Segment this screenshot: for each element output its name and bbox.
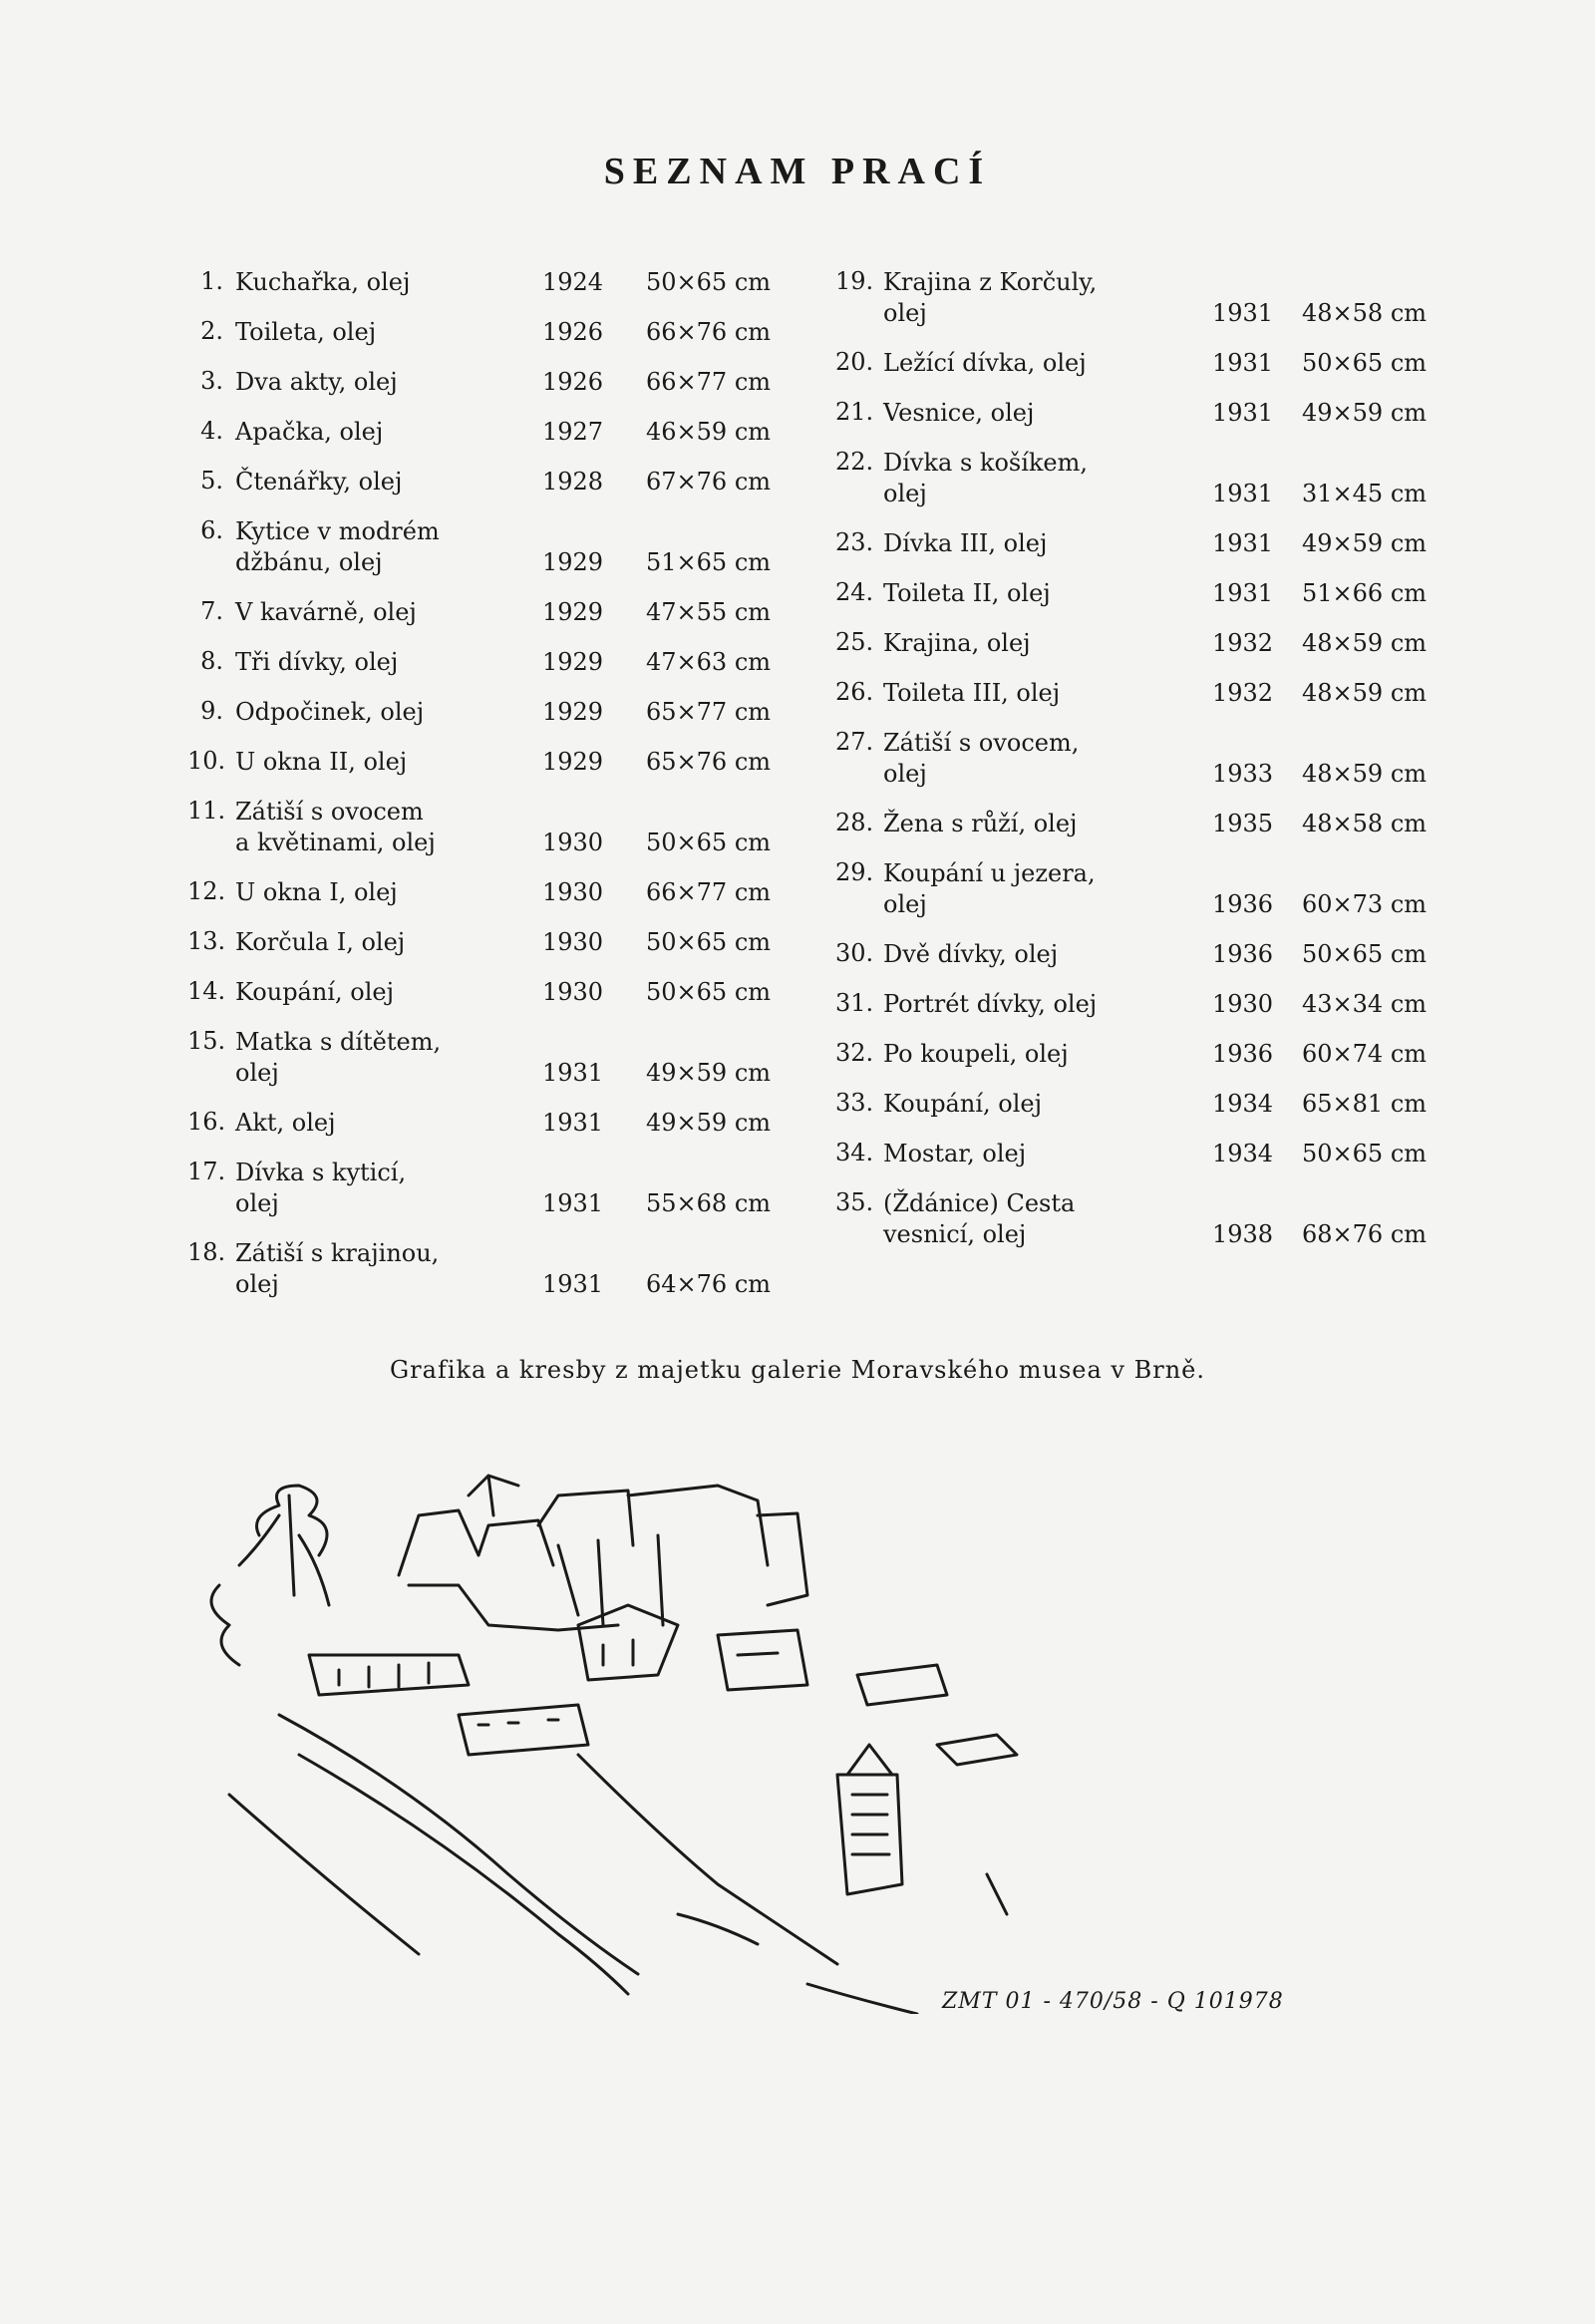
work-title: olej: [883, 890, 927, 918]
work-title: Toileta II, olej: [883, 579, 1051, 607]
work-title: Dvě dívky, olej: [883, 940, 1059, 968]
work-title: džbánu, olej: [235, 548, 383, 576]
work-title: U okna I, olej: [235, 878, 398, 906]
work-dimensions: 48×58 cm: [1302, 299, 1428, 327]
work-number: 10.: [187, 747, 226, 775]
work-year: 1929: [542, 598, 604, 626]
work-number: 4.: [200, 417, 223, 445]
work-title: Po koupeli, olej: [883, 1040, 1069, 1068]
work-title: Odpočinek, olej: [235, 698, 425, 726]
work-dimensions: 55×68 cm: [646, 1189, 772, 1217]
work-number: 11.: [187, 797, 226, 825]
work-dimensions: 51×65 cm: [646, 548, 772, 576]
work-year: 1934: [1212, 1090, 1274, 1118]
work-dimensions: 31×45 cm: [1302, 480, 1428, 507]
work-entry: [187, 317, 772, 348]
work-number: 27.: [835, 728, 874, 756]
work-entry: [835, 1039, 1428, 1070]
work-number: 6.: [200, 516, 223, 544]
work-year: 1932: [1212, 679, 1274, 707]
work-number: 7.: [200, 597, 223, 625]
work-title: Kytice v modrém: [235, 517, 440, 545]
work-number: 35.: [835, 1188, 874, 1216]
work-year: 1931: [542, 1059, 604, 1087]
work-number: 16.: [187, 1108, 226, 1136]
work-title: Dívka s kyticí,: [235, 1159, 407, 1186]
work-dimensions: 66×76 cm: [646, 318, 772, 346]
work-year: 1930: [542, 978, 604, 1006]
work-year: 1938: [1212, 1220, 1274, 1248]
work-year: 1931: [1212, 579, 1274, 607]
work-title: Zátiší s ovocem: [235, 798, 424, 826]
work-title: olej: [883, 760, 927, 788]
work-entry: [187, 367, 772, 398]
work-number: 20.: [835, 348, 874, 376]
works-list-left: [187, 267, 772, 1319]
work-number: 19.: [835, 267, 874, 295]
work-year: 1929: [542, 548, 604, 576]
work-number: 23.: [835, 528, 874, 556]
work-entry: [835, 989, 1428, 1020]
work-number: 1.: [200, 267, 223, 295]
work-title: Toileta III, olej: [883, 679, 1061, 707]
work-title: Matka s dítětem,: [235, 1028, 442, 1056]
work-year: 1929: [542, 748, 604, 776]
work-entry: [187, 516, 772, 578]
work-title: olej: [883, 299, 927, 327]
work-entry: [187, 417, 772, 448]
work-title: olej: [235, 1270, 279, 1298]
work-dimensions: 47×55 cm: [646, 598, 772, 626]
work-number: 9.: [200, 697, 223, 725]
work-entry: [835, 448, 1428, 509]
work-dimensions: 48×58 cm: [1302, 810, 1428, 837]
work-entry: [187, 797, 772, 858]
work-entry: [835, 528, 1428, 559]
work-title: Korčula I, olej: [235, 928, 406, 956]
work-number: 21.: [835, 398, 874, 426]
work-dimensions: 50×65 cm: [1302, 1140, 1428, 1167]
work-dimensions: 65×81 cm: [1302, 1090, 1428, 1118]
work-entry: [187, 697, 772, 728]
work-dimensions: 65×77 cm: [646, 698, 772, 726]
work-dimensions: 48×59 cm: [1302, 760, 1428, 788]
work-number: 12.: [187, 877, 226, 905]
work-title: a květinami, olej: [235, 829, 436, 856]
work-title: V kavárně, olej: [235, 598, 417, 626]
work-number: 17.: [187, 1158, 226, 1185]
work-year: 1932: [1212, 629, 1274, 657]
work-dimensions: 43×34 cm: [1302, 990, 1428, 1018]
work-dimensions: 60×74 cm: [1302, 1040, 1428, 1068]
work-year: 1931: [542, 1189, 604, 1217]
work-year: 1935: [1212, 810, 1274, 837]
work-entry: [187, 1238, 772, 1300]
work-year: 1931: [1212, 399, 1274, 427]
work-title: Mostar, olej: [883, 1140, 1027, 1167]
work-entry: [187, 467, 772, 498]
work-year: 1926: [542, 368, 604, 396]
work-number: 14.: [187, 977, 226, 1005]
work-number: 31.: [835, 989, 874, 1017]
work-title: Tři dívky, olej: [235, 648, 399, 676]
collection-note: Grafika a kresby z majetku galerie Moravského musea v Brně.: [389, 1356, 1206, 1384]
work-year: 1931: [542, 1270, 604, 1298]
work-year: 1928: [542, 468, 604, 496]
work-number: 13.: [187, 927, 226, 955]
work-title: Kuchařka, olej: [235, 268, 411, 296]
work-number: 18.: [187, 1238, 226, 1266]
work-number: 32.: [835, 1039, 874, 1067]
work-dimensions: 50×65 cm: [646, 268, 772, 296]
page-title: SEZNAM PRACÍ: [603, 151, 992, 192]
work-title: Žena s růží, olej: [883, 810, 1078, 837]
work-year: 1931: [1212, 480, 1274, 507]
work-year: 1926: [542, 318, 604, 346]
works-list-right: [835, 267, 1428, 1269]
work-entry: [835, 398, 1428, 429]
work-dimensions: 50×65 cm: [1302, 940, 1428, 968]
work-year: 1930: [542, 928, 604, 956]
work-number: 26.: [835, 678, 874, 706]
work-title: Dívka III, olej: [883, 529, 1048, 557]
work-dimensions: 49×59 cm: [646, 1059, 772, 1087]
work-dimensions: 49×59 cm: [646, 1109, 772, 1137]
work-entry: [187, 747, 772, 778]
work-title: Koupání, olej: [883, 1090, 1043, 1118]
work-entry: [835, 1139, 1428, 1169]
work-title: Koupání, olej: [235, 978, 395, 1006]
work-year: 1929: [542, 648, 604, 676]
work-number: 30.: [835, 939, 874, 967]
work-title: Dívka s košíkem,: [883, 449, 1089, 477]
work-title: Zátiší s krajinou,: [235, 1239, 440, 1267]
work-year: 1930: [542, 878, 604, 906]
work-title: U okna II, olej: [235, 748, 408, 776]
work-dimensions: 50×65 cm: [646, 928, 772, 956]
work-entry: [187, 1158, 772, 1219]
work-entry: [835, 858, 1428, 920]
work-entry: [835, 1089, 1428, 1120]
work-entry: [187, 1027, 772, 1089]
work-entry: [835, 267, 1428, 329]
work-year: 1933: [1212, 760, 1274, 788]
work-entry: [835, 578, 1428, 609]
work-title: Akt, olej: [235, 1109, 336, 1137]
work-entry: [187, 1108, 772, 1139]
work-number: 3.: [200, 367, 223, 395]
work-entry: [835, 1188, 1428, 1250]
work-number: 22.: [835, 448, 874, 476]
harbor-sketch-illustration: [160, 1456, 1276, 2014]
work-title: Krajina, olej: [883, 629, 1031, 657]
work-year: 1931: [542, 1109, 604, 1137]
work-entry: [187, 267, 772, 298]
work-entry: [187, 597, 772, 628]
work-dimensions: 68×76 cm: [1302, 1220, 1428, 1248]
work-number: 8.: [200, 647, 223, 675]
work-entry: [835, 939, 1428, 970]
work-entry: [187, 647, 772, 678]
work-dimensions: 46×59 cm: [646, 418, 772, 446]
work-dimensions: 51×66 cm: [1302, 579, 1428, 607]
work-title: Portrét dívky, olej: [883, 990, 1098, 1018]
work-year: 1930: [1212, 990, 1274, 1018]
work-year: 1936: [1212, 1040, 1274, 1068]
work-dimensions: 66×77 cm: [646, 878, 772, 906]
work-dimensions: 50×65 cm: [1302, 349, 1428, 377]
work-dimensions: 60×73 cm: [1302, 890, 1428, 918]
work-title: Koupání u jezera,: [883, 859, 1096, 887]
work-year: 1936: [1212, 940, 1274, 968]
work-title: olej: [235, 1189, 279, 1217]
work-number: 25.: [835, 628, 874, 656]
work-year: 1924: [542, 268, 604, 296]
work-year: 1931: [1212, 299, 1274, 327]
work-entry: [835, 678, 1428, 709]
work-title: Apačka, olej: [235, 418, 384, 446]
work-entry: [835, 628, 1428, 659]
work-number: 24.: [835, 578, 874, 606]
work-dimensions: 67×76 cm: [646, 468, 772, 496]
work-number: 2.: [200, 317, 223, 345]
work-dimensions: 66×77 cm: [646, 368, 772, 396]
work-year: 1930: [542, 829, 604, 856]
work-dimensions: 49×59 cm: [1302, 529, 1428, 557]
work-year: 1931: [1212, 529, 1274, 557]
work-dimensions: 48×59 cm: [1302, 679, 1428, 707]
work-title: Ležící dívka, olej: [883, 349, 1087, 377]
work-title: Vesnice, olej: [883, 399, 1035, 427]
work-entry: [835, 348, 1428, 379]
work-dimensions: 48×59 cm: [1302, 629, 1428, 657]
work-title: olej: [883, 480, 927, 507]
work-year: 1936: [1212, 890, 1274, 918]
work-title: Toileta, olej: [235, 318, 377, 346]
work-number: 15.: [187, 1027, 226, 1055]
work-dimensions: 49×59 cm: [1302, 399, 1428, 427]
work-dimensions: 50×65 cm: [646, 829, 772, 856]
work-title: Dva akty, olej: [235, 368, 398, 396]
work-entry: [187, 877, 772, 908]
work-number: 29.: [835, 858, 874, 886]
work-entry: [187, 927, 772, 958]
work-title: Čtenářky, olej: [235, 468, 403, 496]
work-year: 1929: [542, 698, 604, 726]
work-number: 33.: [835, 1089, 874, 1117]
work-title: olej: [235, 1059, 279, 1087]
work-dimensions: 50×65 cm: [646, 978, 772, 1006]
work-entry: [835, 809, 1428, 839]
work-number: 34.: [835, 1139, 874, 1166]
print-code: ZMT 01 - 470/58 - Q 101978: [942, 1989, 1284, 2014]
work-entry: [187, 977, 772, 1008]
work-dimensions: 47×63 cm: [646, 648, 772, 676]
work-number: 28.: [835, 809, 874, 836]
work-year: 1934: [1212, 1140, 1274, 1167]
work-year: 1927: [542, 418, 604, 446]
work-title: vesnicí, olej: [883, 1220, 1027, 1248]
work-title: (Ždánice) Cesta: [883, 1189, 1076, 1217]
work-dimensions: 64×76 cm: [646, 1270, 772, 1298]
work-year: 1931: [1212, 349, 1274, 377]
work-title: Krajina z Korčuly,: [883, 268, 1098, 296]
work-number: 5.: [200, 467, 223, 495]
work-entry: [835, 728, 1428, 790]
work-title: Zátiší s ovocem,: [883, 729, 1080, 757]
work-dimensions: 65×76 cm: [646, 748, 772, 776]
